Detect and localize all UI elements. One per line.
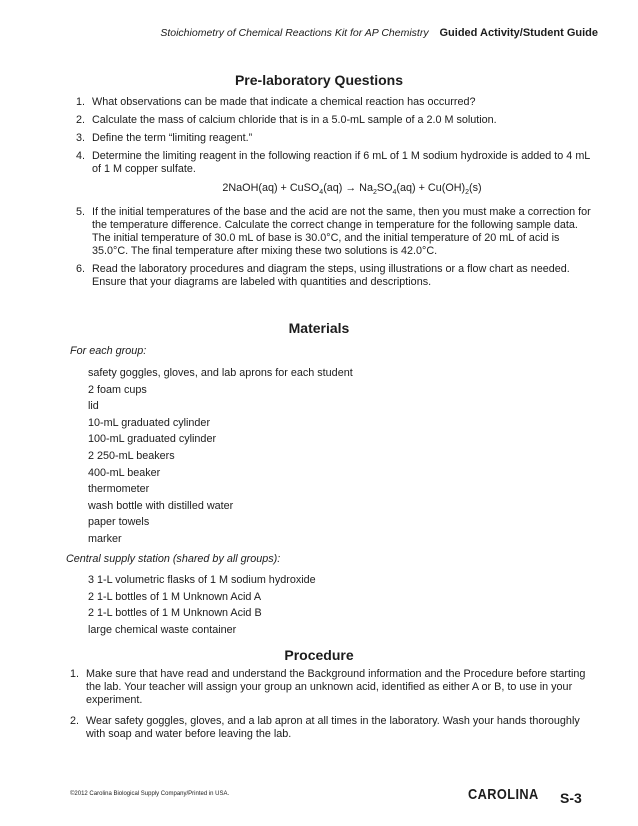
question-text: Define the term “limiting reagent.” bbox=[92, 132, 253, 144]
question-item: 1. What observations can be made that indicate a chemical reaction has occurred? bbox=[76, 96, 476, 108]
material-item: 100-mL graduated cylinder bbox=[88, 433, 217, 446]
prelab-questions bbox=[76, 96, 596, 294]
page-number: S-3 bbox=[560, 790, 582, 806]
copyright-notice: ©2012 Carolina Biological Supply Company/Printed in USA. bbox=[70, 791, 230, 797]
material-item: 3 1-L volumetric flasks of 1 M sodium hydroxide bbox=[88, 574, 316, 586]
central-materials-list bbox=[88, 572, 316, 638]
guide-title: Guided Activity/Student Guide bbox=[439, 27, 598, 39]
material-item: 2 1-L bottles of 1 M Unknown Acid B bbox=[88, 607, 262, 620]
procedure-steps bbox=[70, 668, 586, 746]
series-title: Stoichiometry of Chemical Reactions Kit for AP Chemistry bbox=[160, 27, 429, 39]
question-item: 3. Define the term “limiting reagent.” bbox=[76, 132, 253, 144]
material-item: wash bottle with distilled water bbox=[88, 499, 234, 512]
material-item: 2 250-mL beakers bbox=[88, 449, 175, 462]
material-item: 2 1-L bottles of 1 M Unknown Acid A bbox=[88, 590, 262, 603]
group-label: For each group: bbox=[70, 345, 147, 357]
material-item: lid bbox=[88, 400, 99, 413]
step-text: Make sure that have read and understand the Background information and the Procedure before starting the lab. Your teacher will assign your group an unknown acid, identified as either A or B, to use in your experiment. bbox=[86, 668, 586, 706]
material-item: 10-mL graduated cylinder bbox=[88, 416, 211, 429]
material-item: thermometer bbox=[88, 483, 150, 496]
central-supply-label: Central supply station (shared by all groups): bbox=[66, 553, 281, 565]
material-item: 2 foam cups bbox=[88, 383, 147, 396]
question-text: What observations can be made that indicate a chemical reaction has occurred? bbox=[92, 96, 476, 108]
question-item: 5. If the initial temperatures of the base and the acid are not the same, then you must make a correction for the temperature difference. Calculate the correct change in temperature for the following sample data. The initial temperature of 30.0 mL of base is 30.0°C, and the initial temperature of 20 mL of acid is 35.0°C. The final temperature after mixing these two solutions is 42.0°C. bbox=[76, 206, 591, 258]
question-item: 2. Calculate the mass of calcium chloride that is in a 5.0-mL sample of a 2.0 M solution. bbox=[76, 114, 497, 126]
question-text: Read the laboratory procedures and diagram the steps, using illustrations or a flow chart as needed. Ensure that your diagrams are labeled with quantities and descriptions. bbox=[92, 263, 570, 289]
reaction-equation: 2NaOH(aq) + CuSO$_4$(aq) → $Na_2SO_4(aq) + Cu(OH)_2(s)$ bbox=[222, 182, 482, 197]
question-text: Calculate the mass of calcium chloride that is in a 5.0-mL sample of a 2.0 M solution. bbox=[92, 114, 497, 126]
procedure-heading: Procedure bbox=[284, 647, 354, 663]
question-text: Determine the limiting reagent in the following reaction if 6 mL of 1 M sodium hydroxide is added to 4 mL of 1 M copper sulfate. bbox=[92, 150, 590, 175]
procedure-step: 1. Make sure that have read and understand the Background information and the Procedure before starting the lab. Your teacher will assign your group an unknown acid, identified as either A or B, to use in your experiment. bbox=[70, 668, 586, 706]
page-header bbox=[0, 27, 598, 39]
question-item: 6. Read the laboratory procedures and diagram the steps, using illustrations or a flow chart as needed. Ensure that your diagrams are labeled with quantities and descriptions. bbox=[76, 263, 570, 289]
question-text: If the initial temperatures of the base and the acid are not the same, then you must make a correction for the temperature difference. Calculate the correct change in temperature for the following sample data. The initial temperature of 30.0 mL of base is 30.0°C, and the initial temperature of 20 mL of acid is 35.0°C. The final temperature after mixing these two solutions is 42.0°C. bbox=[92, 206, 591, 258]
material-item: paper towels bbox=[88, 516, 150, 529]
question-item: 4. Determine the limiting reagent in the following reaction if 6 mL of 1 M sodium hydroxide is added to 4 mL of 1 M copper sulfate. 2NaOH(aq) + CuSO$_4$(aq) → $Na_2SO_4(aq) + Cu(OH)_2(s)$ bbox=[76, 150, 596, 199]
step-text: Wear safety goggles, gloves, and a lab apron at all times in the laboratory. Wash your hands thoroughly with soap and water before leaving the lab. bbox=[86, 715, 580, 740]
prelab-heading: Pre-laboratory Questions bbox=[234, 72, 404, 88]
carolina-logo: CAROLINA bbox=[468, 786, 539, 803]
materials-heading: Materials bbox=[288, 320, 350, 336]
material-item: large chemical waste container bbox=[88, 623, 237, 636]
procedure-step: 2. Wear safety goggles, gloves, and a lab apron at all times in the laboratory. Wash your hands thoroughly with soap and water before leaving the lab. bbox=[70, 715, 580, 740]
group-materials-list bbox=[88, 365, 353, 548]
material-item: safety goggles, gloves, and lab aprons for each student bbox=[88, 367, 353, 379]
material-item: 400-mL beaker bbox=[88, 466, 161, 479]
material-item: marker bbox=[88, 532, 122, 545]
